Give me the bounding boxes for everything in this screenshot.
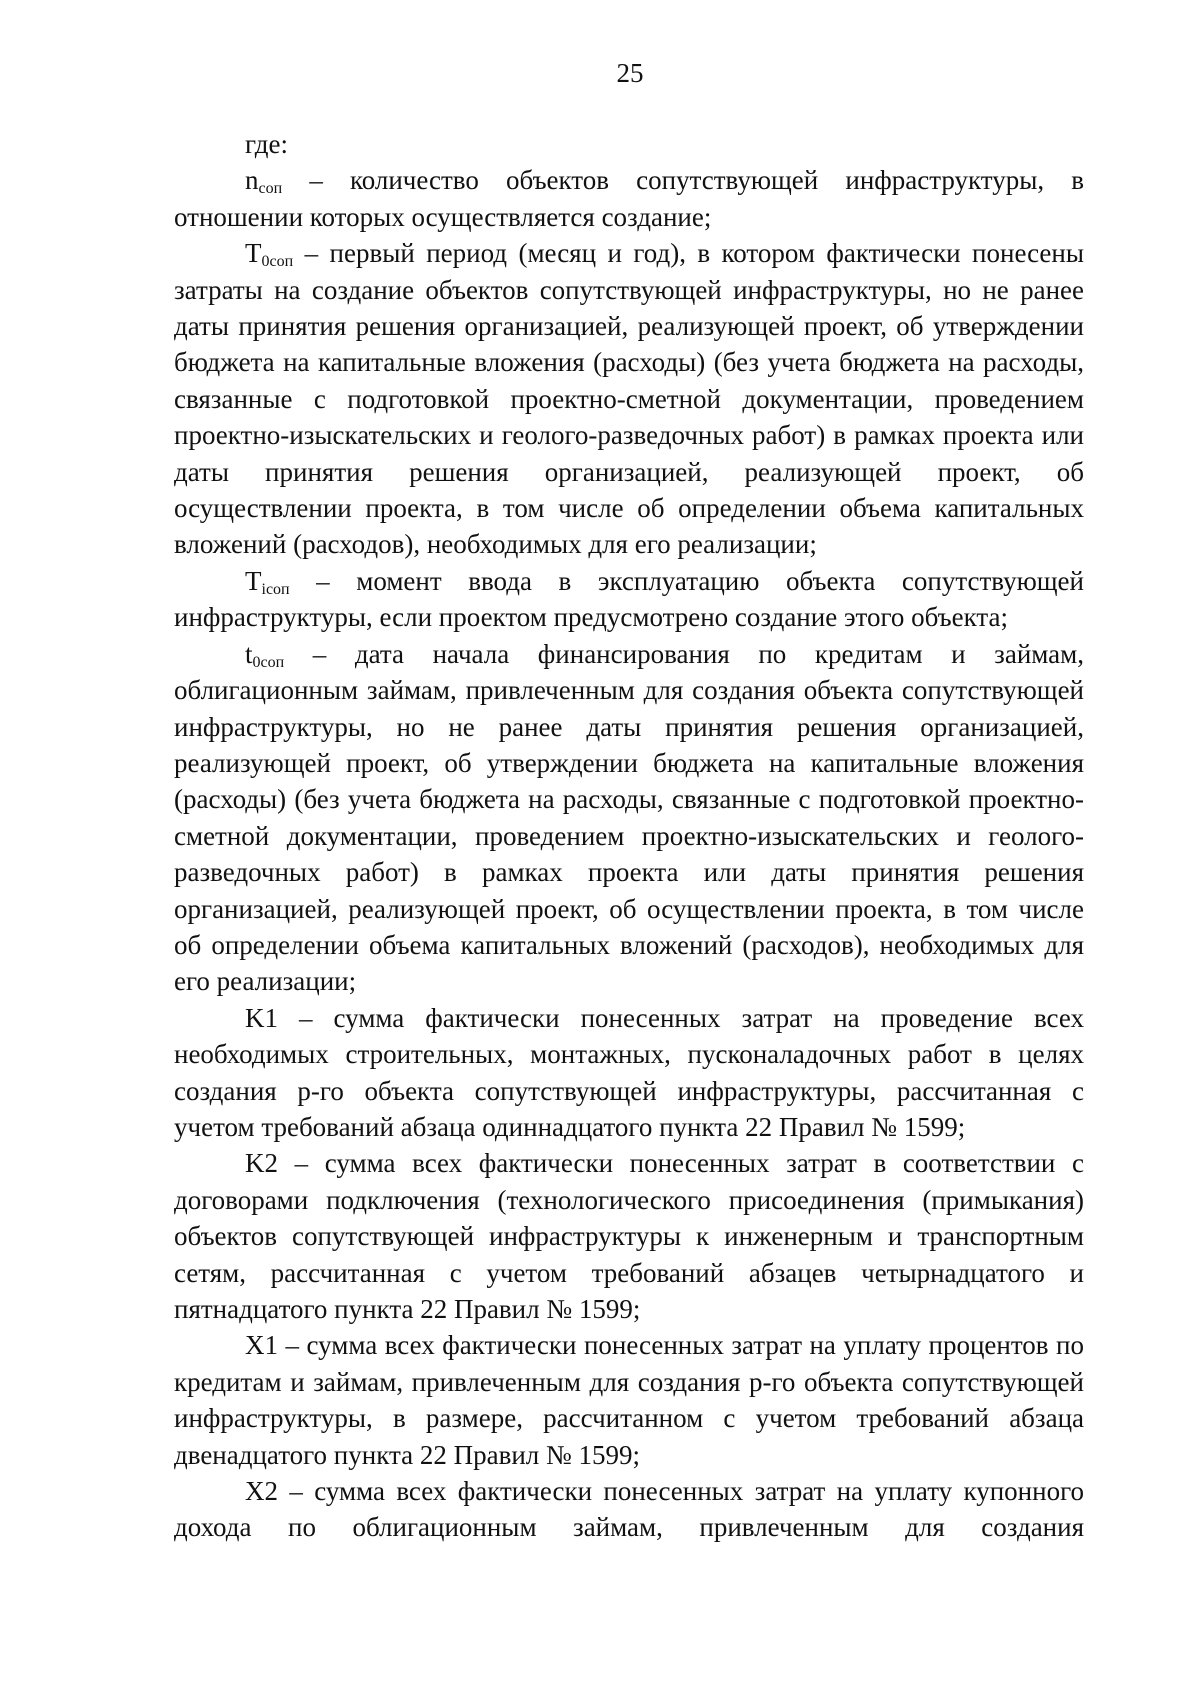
variable-subscript: iсоп [261,580,290,598]
paragraph-text: – момент ввода в эксплуатацию объекта сопутствующей инфраструктуры, если проектом предусмотрено создание этого объекта; [174,565,1084,633]
paragraph-text: X1 – сумма всех фактически понесенных затрат на уплату процентов по кредитам и займам, привлеченным для создания р-го объекта сопутствующей инфраструктуры, в размере, рассчитанном с учетом требований абзаца двенадцатого пункта 22 Правил № 1599; [174,1330,1084,1470]
paragraph-text: – количество объектов сопутствующей инфраструктуры, в отношении которых осуществляется создание; [174,165,1084,232]
paragraph-text: X2 – сумма всех фактически понесенных затрат на уплату купонного дохода по облигационным займам, привлеченным для создания [174,1476,1084,1543]
variable-symbol: T [245,238,262,269]
paragraph-n-sop [174,162,1084,235]
variable-subscript: соп [258,180,283,198]
variable-symbol: n [245,165,259,196]
paragraph-ti-sop [174,563,1084,636]
paragraph-k2 [174,1145,1084,1327]
paragraph-text: K1 – сумма фактически понесенных затрат на проведение всех необходимых строительных, монтажных, пусконаладочных работ в целях создания р-го объекта сопутствующей инфраструктуры, рассчитанная с учетом требований абзаца одиннадцатого пункта 22 Правил № 1599; [174,1002,1084,1142]
paragraph-where [174,126,1084,162]
document-body [174,126,1084,1546]
paragraph-t0-small-sop [174,636,1084,1000]
paragraph-text: K2 – сумма всех фактически понесенных затрат в соответствии с договорами подключения (технологического присоединения (примыкания) объектов сопутствующей инфраструктуры к инженерным и транспортным сетям, рассчитанная с учетом требований абзацев четырнадцатого и пятнадцатого пункта 22 Правил № 1599; [174,1148,1084,1324]
variable-subscript: 0соп [261,253,294,271]
page-number: 25 [616,58,644,88]
paragraph-x2 [174,1473,1084,1546]
paragraph-text: – первый период (месяц и год), в котором фактически понесены затраты на создание объектов сопутствующей инфраструктуры, но не ранее даты принятия решения организацией, реализующей проект, об утверждении бюджета на капитальные вложения (расходы) (без учета бюджета на расходы, связанные с подготовкой проектно-сметной документации, проведением проектно-изыскательских и геолого-разведочных работ) в рамках проекта или даты принятия решения организацией, реализующей проект, об осуществлении проекта, в том числе об определении объема капитальных вложений (расходов), необходимых для его реализации; [174,238,1084,560]
paragraph-t0-sop [174,235,1084,563]
paragraph-text: – дата начала финансирования по кредитам и займам, облигационным займам, привлеченным для создания объекта сопутствующей инфраструктуры, но не ранее даты принятия решения организацией, реализующей проект, об утверждении бюджета на капитальные вложения (расходы) (без учета бюджета на расходы, связанные с подготовкой проектно-сметной документации, проведением проектно-изыскательских и геолого-разведочных работ) в рамках проекта или даты принятия решения организацией, реализующей проект, об осуществлении проекта, в том числе об определении объема капитальных вложений (расходов), необходимых для его реализации; [174,638,1084,997]
paragraph-text: где: [245,129,288,159]
variable-symbol: t [245,638,253,669]
paragraph-x1 [174,1327,1084,1473]
variable-subscript: 0соп [252,653,285,671]
paragraph-k1 [174,1000,1084,1146]
variable-symbol: T [245,565,262,596]
